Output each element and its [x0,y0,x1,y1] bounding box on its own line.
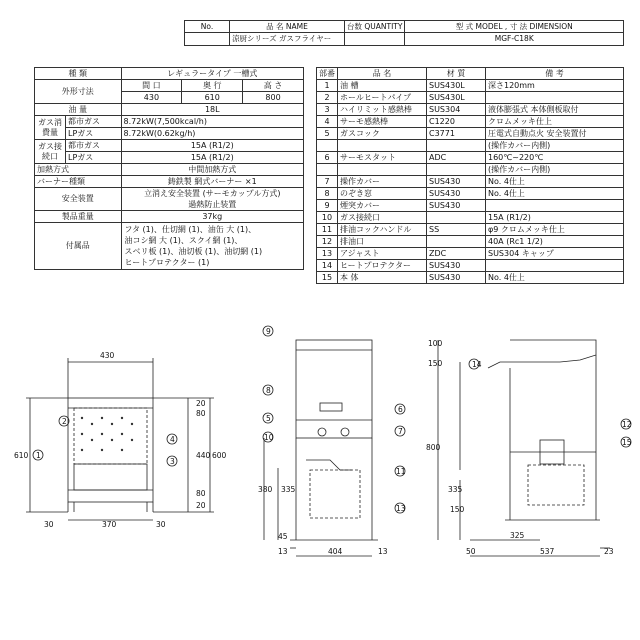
dim-20-bottom: 20 [196,501,206,510]
lp-gas-connection: 15A (R1/2) [121,152,303,164]
gas-connection-label: ガス接続口 [35,140,66,164]
burner-value: 鋳鉄製 網式バーナー ×1 [121,176,303,188]
burner-label: バーナー種類 [35,176,122,188]
callout-14: 14 [472,360,482,369]
callout-8: 8 [266,386,271,395]
accessory-line: 油コシ網 大 (1)、スクイ網 (1)、 [124,236,243,245]
parts-material: C3771 [427,128,486,140]
parts-material: SUS430L [427,80,486,92]
callout-1: 1 [36,451,41,460]
dim-325: 325 [510,531,525,540]
heating-value: 中間加熱方式 [121,164,303,176]
spec-type-label: 種 類 [35,68,122,80]
parts-remarks: 深さ120mm [486,80,624,92]
parts-no: 12 [317,236,338,248]
parts-name: 排油口 [338,236,427,248]
parts-remarks: φ9 クロムメッキ仕上 [486,224,624,236]
parts-material: C1220 [427,116,486,128]
name-label: 品 名 NAME [230,21,345,33]
dim-45: 45 [278,532,288,541]
parts-material: SS [427,224,486,236]
parts-name: ヒートプロテクター [338,260,427,272]
dims-width: 430 [121,92,182,104]
parts-material: SUS430L [427,92,486,104]
model-value: MGF-C18K [405,33,624,46]
dim-30-left: 30 [44,520,54,529]
city-gas-label-2: 都市ガス [66,140,122,152]
elevation-view [438,340,610,556]
quantity-label: 台数 QUANTITY [345,21,405,33]
parts-no: 14 [317,260,338,272]
parts-remarks: No. 4仕上 [486,188,624,200]
front-view [26,358,214,520]
callout-5: 5 [266,414,271,423]
callout-7: 7 [398,427,403,436]
safety-label: 安全装置 [35,188,122,211]
accessory-line: フタ (1)、仕切網 (1)、油缶 大 (1)、 [124,225,257,234]
lp-gas-label-2: LPガス [66,152,122,164]
parts-name: 排油コックハンドル [338,224,427,236]
callout-2: 2 [62,417,67,426]
parts-material: SUS430 [427,176,486,188]
parts-header-name: 品 名 [338,68,427,80]
parts-no: 9 [317,200,338,212]
parts-remarks: 40A (Rc1 1/2) [486,236,624,248]
parts-material: ZDC [427,248,486,260]
parts-no: 8 [317,188,338,200]
dim-30-right: 30 [156,520,166,529]
parts-no: 11 [317,224,338,236]
callout-11: 11 [396,467,406,476]
side-view [264,340,378,556]
dim-404: 404 [328,547,343,556]
callout-12: 12 [622,420,632,429]
callout-6: 6 [398,405,403,414]
dim-20-top: 20 [196,399,206,408]
parts-name: 操作カバー [338,176,427,188]
dims-depth: 610 [182,92,243,104]
parts-remarks: (操作カバー内側) [486,164,624,176]
callout-9: 9 [266,327,271,336]
dim-440: 440 [196,451,211,460]
parts-no: 5 [317,128,338,140]
product-name: 涼厨シリーズ ガスフライヤー [230,33,345,46]
accessories-label: 付属品 [35,223,122,270]
lp-gas-label: LPガス [66,128,122,140]
parts-name: サーモ感熱棒 [338,116,427,128]
parts-no: 3 [317,104,338,116]
parts-remarks: 液体膨張式 本体側板取付 [486,104,624,116]
dim-100: 100 [428,339,443,348]
city-gas-consumption: 8.72kW(7,500kcal/h) [121,116,303,128]
parts-remarks: 圧電式自動点火 安全装置付 [486,128,624,140]
callout-13: 13 [396,504,406,513]
dim-800: 800 [426,443,441,452]
dim-335-side: 335 [281,485,296,494]
callout-15: 15 [622,438,632,447]
parts-header-no: 部番 [317,68,338,80]
callout-10: 10 [264,433,274,442]
parts-name: 油 槽 [338,80,427,92]
parts-name: ホールヒートパイプ [338,92,427,104]
parts-no: 15 [317,272,338,284]
dim-537: 537 [540,547,555,556]
model-label: 型 式 MODEL , 寸 法 DIMENSION [405,21,624,33]
parts-material: SUS430 [427,272,486,284]
dim-600: 600 [212,451,227,460]
spec-type-value: レギュラータイプ 一槽式 [121,68,303,80]
parts-material: ADC [427,152,486,164]
parts-material: SUS430 [427,200,486,212]
dim-150-bottom: 150 [450,505,465,514]
safety-value-2: 過熱防止装置 [121,199,303,211]
parts-name: アジャスト [338,248,427,260]
parts-name: 本 体 [338,272,427,284]
parts-remarks: No. 4仕上 [486,272,624,284]
parts-name: サーモスタット [338,152,427,164]
accessory-line: ヒートプロテクター (1) [124,258,210,267]
accessory-line: スベリ板 (1)、油切板 (1)、油切網 (1) [124,247,263,256]
parts-remarks: 15A (R1/2) [486,212,624,224]
front-dots [81,417,133,451]
parts-no: 4 [317,116,338,128]
dim-610: 610 [14,451,29,460]
heating-label: 加熱方式 [35,164,122,176]
parts-no: 10 [317,212,338,224]
parts-name: ガスコック [338,128,427,140]
oil-value: 18L [121,104,303,116]
dim-370: 370 [102,520,117,529]
parts-material: SUS304 [427,104,486,116]
lp-gas-consumption: 8.72kW(0.62kg/h) [121,128,303,140]
spec-dims-label: 外形寸法 [35,80,122,104]
dims-header-height: 高 さ [243,80,304,92]
dim-13-right: 13 [378,547,388,556]
gas-consumption-label: ガス消費量 [35,116,66,140]
dim-430: 430 [100,351,115,360]
parts-remarks: 160℃~220℃ [486,152,624,164]
dim-80-bottom: 80 [196,489,206,498]
weight-value: 37kg [121,211,303,223]
parts-remarks: (操作カバー内側) [486,140,624,152]
city-gas-label: 都市ガス [66,116,122,128]
parts-no: 13 [317,248,338,260]
parts-name: のぞき窓 [338,188,427,200]
dim-380: 380 [258,485,273,494]
oil-label: 油 量 [35,104,122,116]
dim-23: 23 [604,547,614,556]
city-gas-connection: 15A (R1/2) [121,140,303,152]
parts-material: SUS430 [427,260,486,272]
dims-height: 800 [243,92,304,104]
safety-value-1: 立消え安全装置 (サーモカップル方式) [121,188,303,200]
parts-no: 2 [317,92,338,104]
parts-remarks: No. 4仕上 [486,176,624,188]
parts-no: 1 [317,80,338,92]
parts-header-remarks: 備 考 [486,68,624,80]
parts-name: ハイリミット感熱棒 [338,104,427,116]
dim-335-elev: 335 [448,485,463,494]
parts-name: ガス接続口 [338,212,427,224]
parts-material: SUS430 [427,188,486,200]
parts-header-material: 材 質 [427,68,486,80]
weight-label: 製品重量 [35,211,122,223]
dim-50: 50 [466,547,476,556]
parts-no: 7 [317,176,338,188]
callout-4: 4 [170,435,175,444]
dim-13-left: 13 [278,547,288,556]
parts-remarks: クロムメッキ仕上 [486,116,624,128]
dims-header-width: 間 口 [121,80,182,92]
dims-header-depth: 奥 行 [182,80,243,92]
parts-remarks: SUS304 キャップ [486,248,624,260]
dim-80-top: 80 [196,409,206,418]
parts-no: 6 [317,152,338,164]
dim-150-top: 150 [428,359,443,368]
no-label: No. [185,21,230,33]
parts-name: 煙突カバー [338,200,427,212]
callout-3: 3 [170,457,175,466]
